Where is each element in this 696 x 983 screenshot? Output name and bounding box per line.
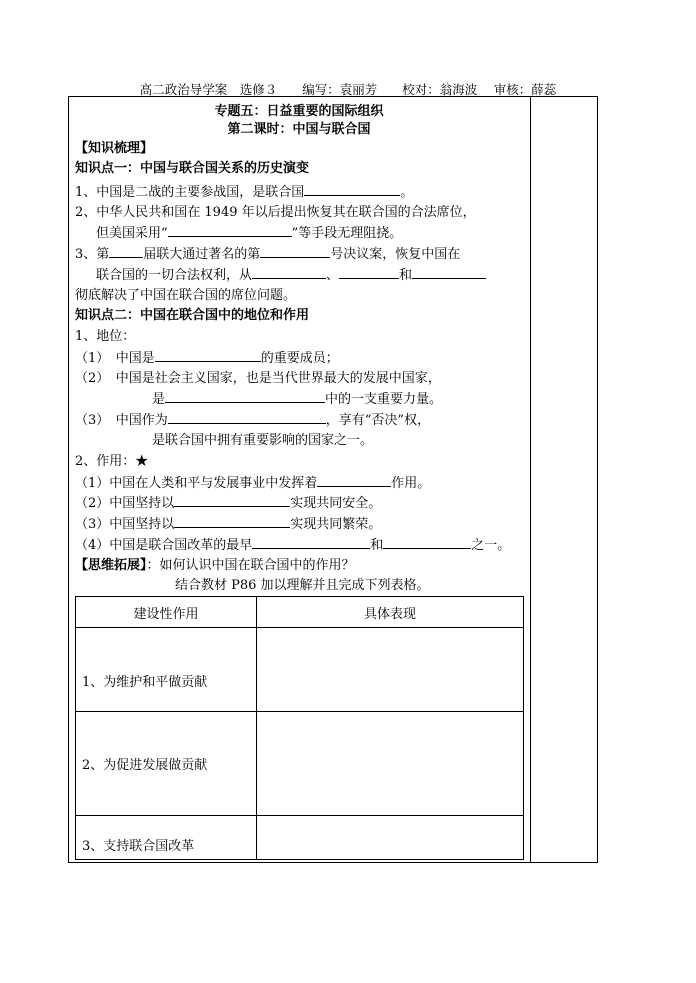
table-row	[76, 816, 524, 860]
table-row-label: 2、为促进发展做贡献	[76, 712, 257, 816]
text: 中的一支重要力量。	[325, 392, 443, 407]
table-answer-cell[interactable]	[257, 628, 524, 712]
fill-blank[interactable]	[252, 266, 326, 279]
table-header-row	[76, 597, 524, 628]
fill-blank[interactable]	[252, 536, 370, 549]
text: （1） 中国是	[75, 351, 155, 366]
text: 联合国的一切合法权利，从	[96, 268, 253, 283]
text: （4）中国是联合国改革的最早	[75, 538, 253, 553]
thinking-instruction: 结合教材 P86 加以理解并且完成下列表格。	[175, 578, 430, 593]
thinking-line	[75, 557, 355, 575]
status-2: （2） 中国是社会主义国家，也是当代世界最大的发展中国家，	[75, 371, 441, 386]
point1-line2: 2、中华人民共和国在 1949 年以后提出恢复其在联合国的合法席位，	[75, 205, 476, 220]
lesson-subtitle: 第二课时：中国与联合国	[227, 122, 371, 137]
table-row-label: 3、支持联合国改革	[76, 816, 257, 860]
fill-blank[interactable]	[109, 245, 143, 258]
fill-blank[interactable]	[174, 515, 290, 528]
table-answer-cell[interactable]	[257, 816, 524, 860]
fill-blank[interactable]	[383, 536, 471, 549]
fill-blank[interactable]	[412, 266, 486, 279]
thinking-label: 【思维拓展】	[75, 558, 147, 573]
text: 和	[370, 538, 384, 553]
point1-line1	[75, 183, 413, 202]
fill-blank[interactable]	[168, 224, 292, 237]
text: 实现共同安全。	[290, 496, 382, 511]
star-icon: ★	[135, 454, 149, 469]
status-2b	[152, 390, 442, 409]
text: 的重要成员；	[260, 351, 339, 366]
status-3	[75, 411, 430, 430]
text: 但美国采用“	[96, 226, 168, 241]
fill-blank[interactable]	[168, 411, 326, 424]
section-knowledge: 【知识梳理】	[75, 141, 154, 156]
fill-blank[interactable]	[304, 183, 400, 196]
text: ，享有“否决”权，	[325, 413, 431, 428]
notes-column-divider	[530, 96, 531, 863]
point2-heading: 知识点二：中国在联合国中的地位和作用	[75, 308, 310, 323]
role-2	[75, 494, 381, 513]
text: 2、作用：	[75, 454, 136, 469]
text: （3） 中国作为	[75, 413, 168, 428]
text: （1）中国在人类和平与发展事业中发挥着	[75, 476, 318, 491]
role-1	[75, 474, 430, 493]
table-header-cell: 具体表现	[257, 597, 524, 628]
role-4	[75, 536, 510, 555]
point1-line3	[75, 245, 460, 264]
text: （3）中国坚持以	[75, 517, 175, 532]
text: 1、中国是二战的主要参战国，是联合国	[75, 185, 305, 200]
status-1	[75, 349, 339, 368]
thinking-question: ：如何认识中国在联合国中的作用？	[146, 558, 355, 573]
point1-heading: 知识点一：中国与联合国关系的历史演变	[75, 161, 310, 176]
text: 。	[400, 185, 414, 200]
fill-blank[interactable]	[165, 390, 325, 403]
fill-blank[interactable]	[317, 474, 391, 487]
text: 和	[399, 268, 413, 283]
text: （2）中国坚持以	[75, 496, 175, 511]
table-answer-cell[interactable]	[257, 712, 524, 816]
point1-line4	[96, 266, 486, 285]
page-header: 高二政治导学案 选修３ 编写：袁丽芳 校对：翁海波 审核：薛蕊	[139, 82, 557, 97]
status-label: 1、地位：	[75, 329, 136, 344]
text: 、	[326, 268, 340, 283]
text: 届联大通过著名的第	[143, 247, 261, 262]
status-3b: 是联合国中拥有重要影响的国家之一。	[152, 433, 374, 448]
text: 实现共同繁荣。	[290, 517, 382, 532]
text: 号决议案，恢复中国在	[330, 247, 461, 262]
point1-line2b	[96, 224, 402, 243]
fill-blank[interactable]	[155, 349, 261, 362]
role-3	[75, 515, 381, 534]
point1-line5: 彻底解决了中国在联合国的席位问题。	[75, 288, 297, 303]
text: ”等手段无理阻挠。	[291, 226, 403, 241]
fill-blank[interactable]	[260, 245, 330, 258]
table-header-cell: 建设性作用	[76, 597, 257, 628]
fill-blank[interactable]	[339, 266, 399, 279]
text: 是	[152, 392, 166, 407]
text: 作用。	[391, 476, 431, 491]
table-row	[76, 712, 524, 816]
text: 之一。	[471, 538, 511, 553]
topic-title: 专题五：日益重要的国际组织	[214, 104, 384, 119]
table-row	[76, 628, 524, 712]
table-row-label: 1、为维护和平做贡献	[76, 628, 257, 712]
role-label	[75, 453, 148, 471]
role-table	[75, 596, 524, 860]
fill-blank[interactable]	[174, 494, 290, 507]
text: 3、第	[75, 247, 110, 262]
